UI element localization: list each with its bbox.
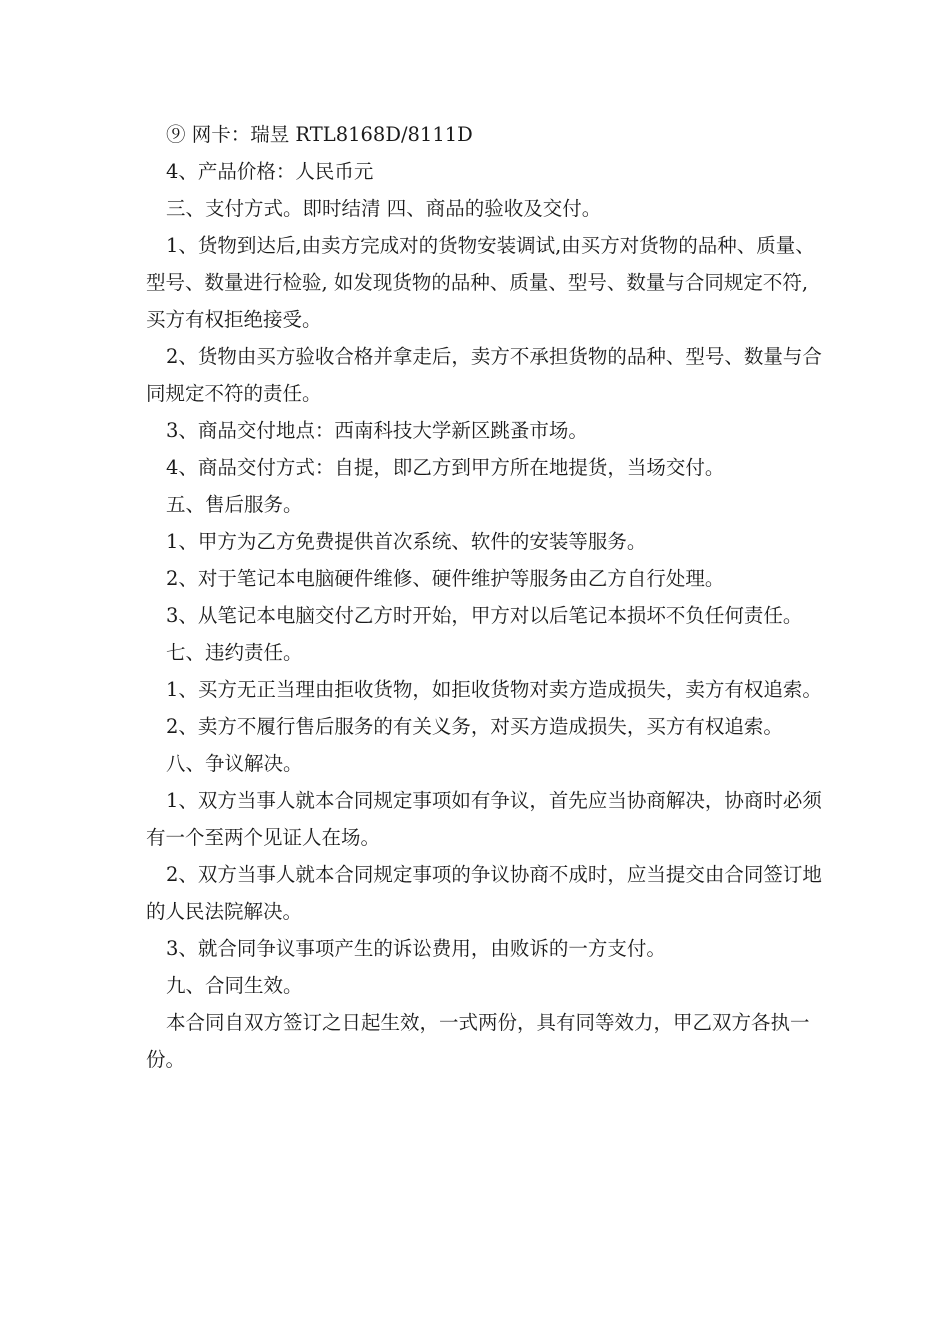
effectiveness-heading: 九、合同生效。 — [166, 974, 303, 997]
document-body — [146, 116, 826, 1078]
after-sales-clause-2: 2、对于笔记本电脑硬件维修、硬件维护等服务由乙方自行处理。 — [166, 567, 725, 590]
breach-clause-2: 2、卖方不履行售后服务的有关义务，对买方造成损失，买方有权追索。 — [166, 715, 783, 738]
breach-heading: 七、违约责任。 — [166, 641, 303, 664]
product-price: 4、产品价格：人民币元 — [166, 160, 374, 183]
breach-clause-1: 1、买方无正当理由拒收货物，如拒收货物对卖方造成损失，卖方有权追索。 — [166, 678, 822, 701]
dispute-clause-1: 1、双方当事人就本合同规定事项如有争议，首先应当协商解决，协商时必须有一个至两个见证人在场。 — [146, 789, 822, 849]
after-sales-clause-3: 3、从笔记本电脑交付乙方时开始，甲方对以后笔记本损坏不负任何责任。 — [166, 604, 803, 627]
effectiveness-clause: 本合同自双方签订之日起生效，一式两份，具有同等效力，甲乙双方各执一份。 — [146, 1011, 810, 1071]
acceptance-clause-3: 3、商品交付地点：西南科技大学新区跳蚤市场。 — [166, 419, 588, 442]
payment-and-acceptance-heading: 三、支付方式。即时结清 四、商品的验收及交付。 — [166, 197, 602, 220]
dispute-clause-3: 3、就合同争议事项产生的诉讼费用，由败诉的一方支付。 — [166, 937, 666, 960]
spec-network-card: ⑨ 网卡：瑞昱 RTL8168D/8111D — [166, 123, 473, 146]
acceptance-clause-2: 2、货物由买方验收合格并拿走后，卖方不承担货物的品种、型号、数量与合同规定不符的责任。 — [146, 345, 822, 405]
dispute-heading: 八、争议解决。 — [166, 752, 303, 775]
dispute-clause-2: 2、双方当事人就本合同规定事项的争议协商不成时，应当提交由合同签订地的人民法院解决。 — [146, 863, 822, 923]
acceptance-clause-1: 1、货物到达后,由卖方完成对的货物安装调试,由买方对货物的品种、质量、型号、数量进行检验, 如发现货物的品种、质量、型号、数量与合同规定不符,买方有权拒绝接受。 — [146, 234, 815, 331]
after-sales-heading: 五、售后服务。 — [166, 493, 303, 516]
after-sales-clause-1: 1、甲方为乙方免费提供首次系统、软件的安装等服务。 — [166, 530, 647, 553]
acceptance-clause-4: 4、商品交付方式：自提，即乙方到甲方所在地提货，当场交付。 — [166, 456, 725, 479]
